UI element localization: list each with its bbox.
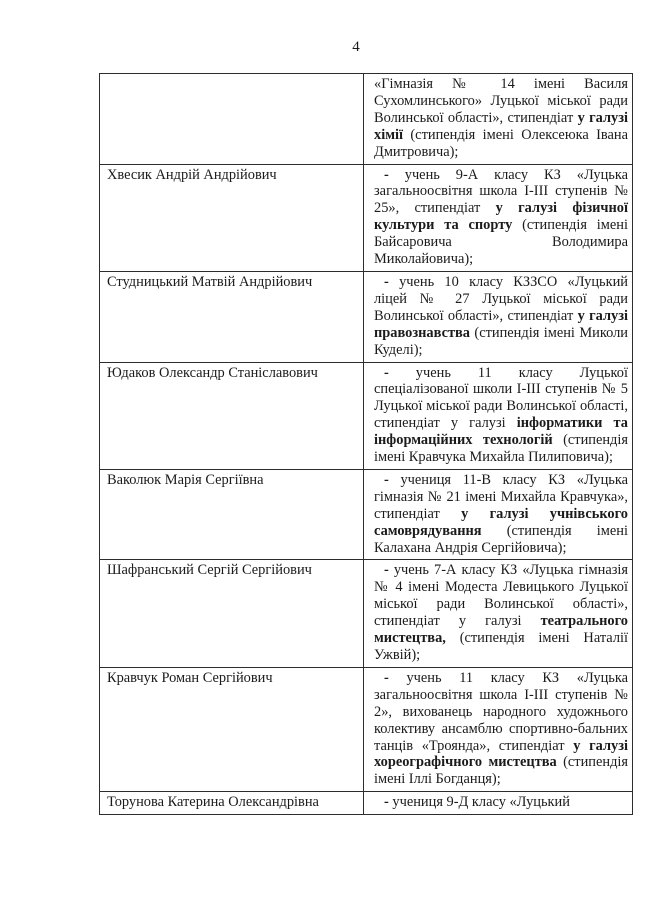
- table-row: [100, 792, 633, 815]
- text-segment: (стипендія імені Кравчука Михайла Пилиповича);: [374, 432, 628, 466]
- text-segment: учень 10 класу КЗЗСО «Луцький ліцей № 27 Луцької міської ради Волинської області», стипендіат: [374, 273, 629, 324]
- text-segment: учень 11 класу Луцької спеціалізованої школи І-ІІІ ступенів № 5 Луцької міської ради Волинської області, стипендіат у галузі: [374, 364, 628, 432]
- table-row: [100, 271, 633, 362]
- text-segment: (стипендія імені Наталії Ужвій);: [374, 630, 628, 663]
- student-name: Юдаков Олександр Станіславович: [107, 364, 318, 381]
- description-cell: [364, 792, 633, 815]
- description-paragraph: [374, 670, 628, 788]
- bold-text-segment: у галузі фізичної культури та спорту: [374, 200, 628, 234]
- student-name: Кравчук Роман Сергійович: [107, 669, 273, 686]
- description-paragraph: [374, 167, 628, 268]
- bold-text-segment: у галузі учнівського самоврядування: [374, 505, 629, 539]
- table-row: [100, 469, 633, 560]
- bold-text-segment: у галузі хімії: [374, 109, 628, 143]
- bold-text-segment: у галузі хореографічного мистецтва: [374, 737, 628, 771]
- name-cell: [100, 469, 364, 560]
- student-name: Ваколюк Марія Сергіївна: [107, 471, 264, 488]
- text-segment: (стипендія імені Байсаровича Володимира Миколайовича);: [374, 217, 628, 268]
- name-cell: [100, 362, 364, 469]
- description-cell: [364, 74, 633, 165]
- bold-text-segment: -: [384, 364, 416, 381]
- bold-text-segment: театрального мистецтва,: [374, 613, 628, 647]
- bold-text-segment: -: [384, 562, 394, 579]
- name-cell: [100, 560, 364, 667]
- text-segment: (стипендія імені Олексеюка Івана Дмитровича);: [374, 126, 628, 160]
- text-segment: (стипендія імені Калахана Андрія Сергійовича);: [374, 522, 628, 556]
- bold-text-segment: у галузі правознавства: [374, 307, 628, 341]
- description-paragraph: [374, 794, 628, 811]
- table-row: [100, 667, 633, 791]
- name-cell: [100, 667, 364, 791]
- table-row: [100, 74, 633, 165]
- student-name: Студницький Матвій Андрійович: [107, 273, 313, 290]
- text-segment: (стипендія імені Іллі Богданця);: [374, 754, 629, 788]
- text-segment: учень 7-А класу КЗ «Луцька гімназія № 4 імені Модеста Левицького Луцької міської ради Волинської області», стипендіат у галузі: [374, 562, 629, 630]
- description-cell: [364, 271, 633, 362]
- bold-text-segment: -: [384, 273, 400, 290]
- description-paragraph: [374, 562, 628, 663]
- description-cell: [364, 362, 633, 469]
- bold-text-segment: -: [384, 471, 401, 488]
- bold-text-segment: -: [384, 669, 407, 686]
- description-paragraph: [374, 365, 628, 466]
- description-paragraph: [374, 472, 628, 557]
- text-segment: учень 9-А класу КЗ «Луцька загальноосвітня школа І-ІІІ ступенів № 25», стипендіат: [374, 166, 628, 217]
- description-cell: [364, 164, 633, 271]
- table-row: [100, 362, 633, 469]
- bold-text-segment: -: [384, 794, 393, 811]
- bold-text-segment: -: [384, 166, 405, 183]
- description-cell: [364, 469, 633, 560]
- student-name: Хвесик Андрій Андрійович: [107, 166, 277, 183]
- student-name: Торунова Катерина Олександрівна: [107, 794, 319, 811]
- text-segment: учениця 9-Д класу «Луцький: [392, 794, 570, 811]
- bold-text-segment: інформатики та інформаційних технологій: [374, 415, 628, 449]
- page-number: 4: [352, 39, 360, 55]
- table-row: [100, 164, 633, 271]
- scholarship-table: [99, 73, 633, 815]
- scholarship-table-body: [100, 74, 633, 815]
- text-segment: учень 11 класу КЗ «Луцька загальноосвітня школа І-ІІІ ступенів № 2», вихованець народного художнього колективу ансамблю спортивно-бальних танців «Троянда», стипендіат: [374, 669, 628, 754]
- student-name: Шафранський Сергій Сергійович: [107, 562, 312, 579]
- name-cell: [100, 74, 364, 165]
- description-cell: [364, 667, 633, 791]
- name-cell: [100, 271, 364, 362]
- table-row: [100, 560, 633, 667]
- description-paragraph: [374, 76, 628, 161]
- text-segment: «Гімназія № 14 імені Василя Сухомлинського» Луцької міської ради Волинської області», стипендіат: [374, 76, 628, 126]
- text-segment: учениця 11-В класу КЗ «Луцька гімназія № 21 імені Михайла Кравчука», стипендіат: [374, 471, 628, 522]
- text-segment: (стипендія імені Миколи Куделі);: [374, 324, 628, 358]
- name-cell: [100, 792, 364, 815]
- description-cell: [364, 560, 633, 667]
- description-paragraph: [374, 274, 628, 359]
- name-cell: [100, 164, 364, 271]
